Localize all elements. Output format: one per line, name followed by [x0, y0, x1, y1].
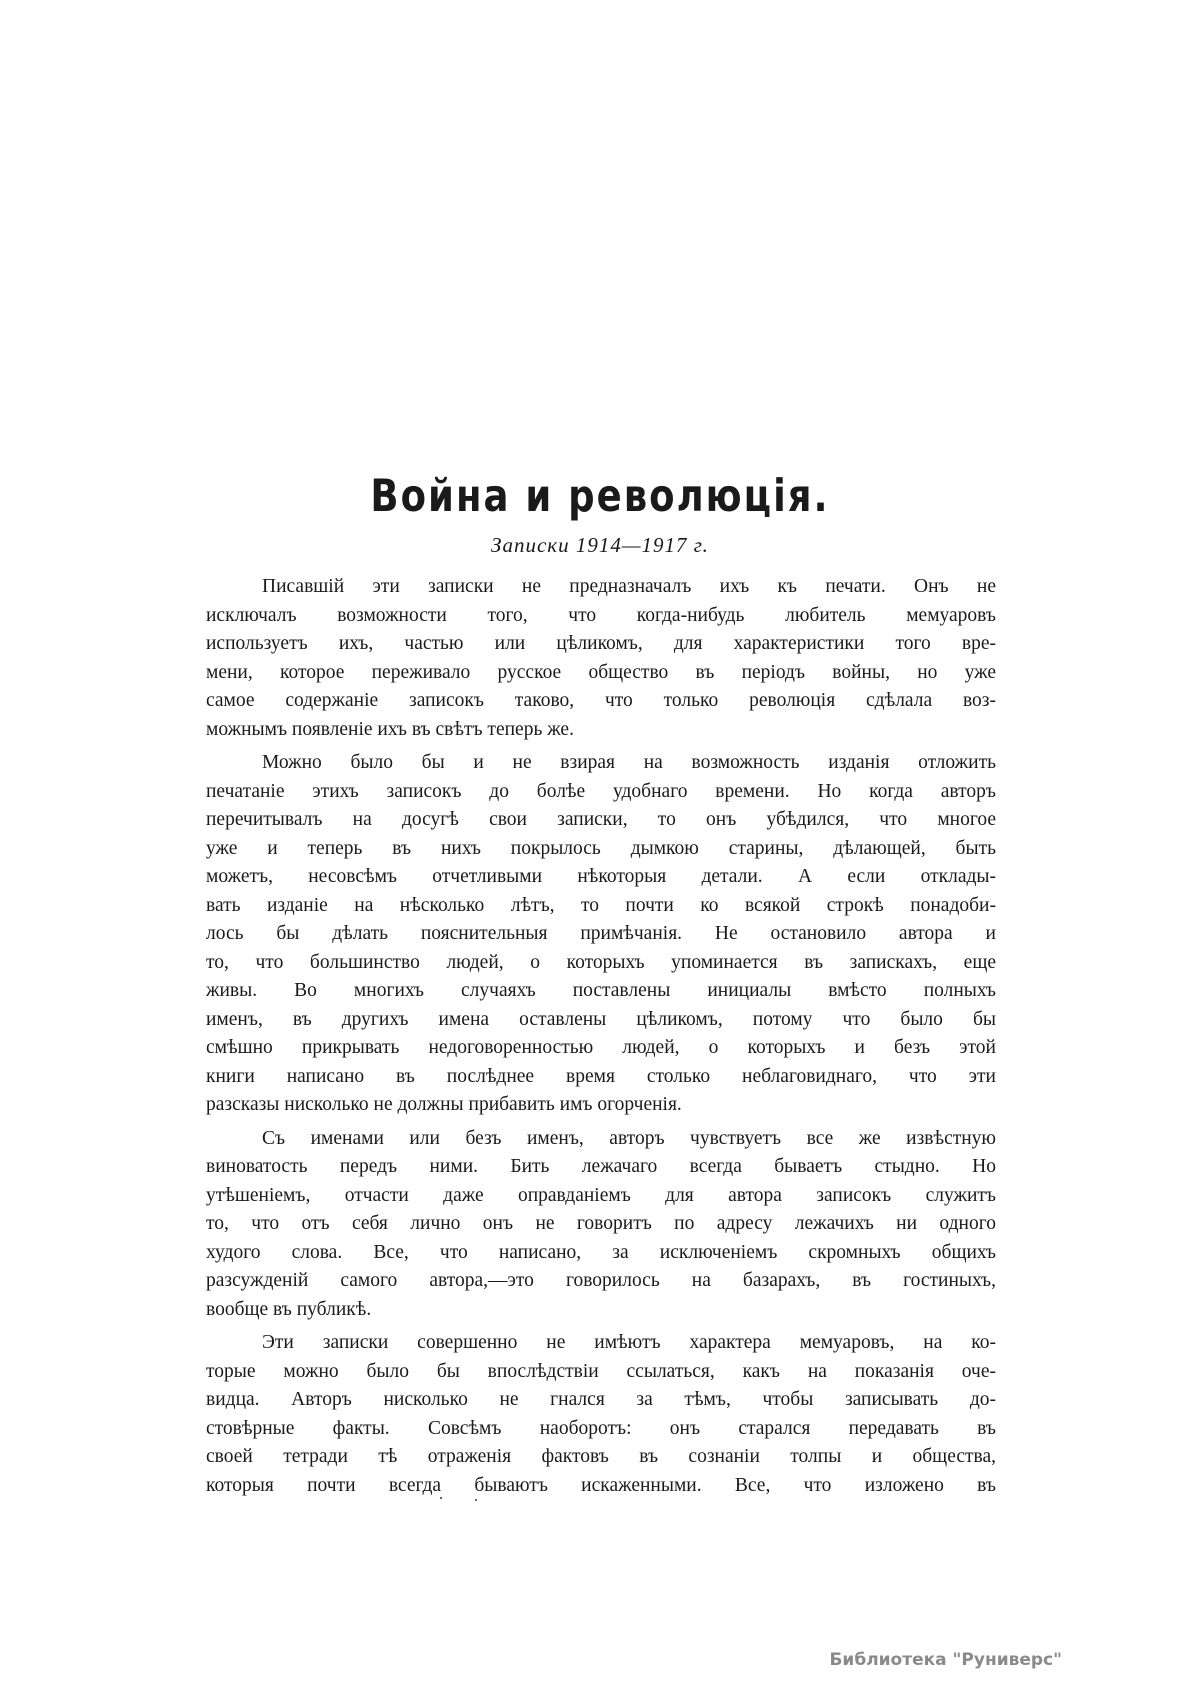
- paragraph-1: [206, 573, 996, 744]
- text-line: своей тетради тѣ отраженія фактовъ въ сознаніи толпы и общества,: [206, 1446, 996, 1467]
- page-title: Война и революція.: [370, 470, 830, 522]
- text-line: которыя почти всегда бываютъ искаженными. Все, что изложено въ: [206, 1474, 996, 1496]
- text-line: то, что большинство людей, о которыхъ упоминается въ запискахъ, еще: [206, 951, 996, 973]
- text-line: мени, которое переживало русское общество въ періодъ войны, но уже: [206, 661, 996, 683]
- text-line: торые можно было бы впослѣдствіи ссылаться, какъ на показанія оче-: [206, 1360, 996, 1382]
- text-line: утѣшеніемъ, отчасти даже оправданіемъ для автора записокъ служитъ: [206, 1184, 996, 1206]
- text-line: используетъ ихъ, частью или цѣликомъ, для характеристики того вре-: [206, 633, 996, 654]
- text-line: исключалъ возможности того, что когда-нибудь любитель мемуаровъ: [206, 604, 996, 626]
- paragraph-4: [206, 1329, 996, 1500]
- text-line: худого слова. Все, что написано, за исключеніемъ скромныхъ общихъ: [206, 1241, 996, 1263]
- text-line: виноватость передъ ними. Бить лежачаго всегда бываетъ стыдно. Но: [206, 1156, 996, 1177]
- text-line: вообще въ публикѣ.: [206, 1298, 372, 1320]
- text-line: разсказы нисколько не должны прибавить имъ огорченія.: [206, 1094, 682, 1115]
- text-line: Эти записки совершенно не имѣютъ характера мемуаровъ, на ко-: [262, 1332, 996, 1353]
- text-line: видца. Авторъ нисколько не гнался за тѣмъ, чтобы записывать до-: [206, 1389, 996, 1410]
- speck: [475, 1499, 477, 1501]
- text-line: можетъ, несовсѣмъ отчетливыми нѣкоторыя детали. А если отклады-: [206, 866, 996, 887]
- text-line: то, что отъ себя лично онъ не говоритъ по адресу лежачихъ ни одного: [206, 1213, 996, 1234]
- scan-specks: [430, 1495, 490, 1503]
- text-line: стовѣрные факты. Совсѣмъ наоборотъ: онъ старался передавать въ: [206, 1417, 996, 1439]
- text-line: печатаніе этихъ записокъ до болѣе удобнаго времени. Но когда авторъ: [206, 780, 996, 802]
- body-text: [206, 573, 996, 1500]
- text-line: лось бы дѣлать пояснительныя примѣчанія. Не остановило автора и: [206, 923, 996, 944]
- library-watermark: Библиотека "Руниверс": [829, 1650, 1062, 1670]
- text-line: именъ, въ другихъ имена оставлены цѣликомъ, потому что было бы: [206, 1008, 996, 1030]
- speck: [440, 1497, 442, 1499]
- text-line: живы. Во многихъ случаяхъ поставлены инициалы вмѣсто полныхъ: [206, 980, 996, 1001]
- text-line: Можно было бы и не взирая на возможность изданія отложить: [262, 752, 996, 773]
- paragraph-3: [206, 1125, 996, 1325]
- text-line: Писавшій эти записки не предназначалъ ихъ къ печати. Онъ не: [262, 576, 996, 597]
- page-subtitle: Записки 1914—1917 г.: [491, 533, 709, 557]
- text-line: вать изданіе на нѣсколько лѣтъ, то почти ко всякой строкѣ понадоби-: [206, 894, 996, 916]
- text-line: книги написано въ послѣднее время столько неблаговиднаго, что эти: [206, 1065, 996, 1087]
- paragraph-2: [206, 749, 996, 1120]
- text-line: перечитывалъ на досугѣ свои записки, то онъ убѣдился, что многое: [206, 809, 996, 830]
- text-line: смѣшно прикрывать недоговоренностью людей, о которыхъ и безъ этой: [206, 1037, 996, 1058]
- text-line: самое содержаніе записокъ таково, что только революція сдѣлала воз-: [206, 690, 996, 711]
- text-line: разсужденій самого автора,—это говорилось на базарахъ, въ гостиныхъ,: [206, 1270, 996, 1291]
- text-line: Съ именами или безъ именъ, авторъ чувствуетъ все же извѣстную: [262, 1127, 996, 1149]
- text-line: уже и теперь въ нихъ покрылось дымкою старины, дѣлающей, быть: [206, 837, 996, 859]
- text-line: можнымъ появленіе ихъ въ свѣтъ теперь же.: [206, 718, 574, 740]
